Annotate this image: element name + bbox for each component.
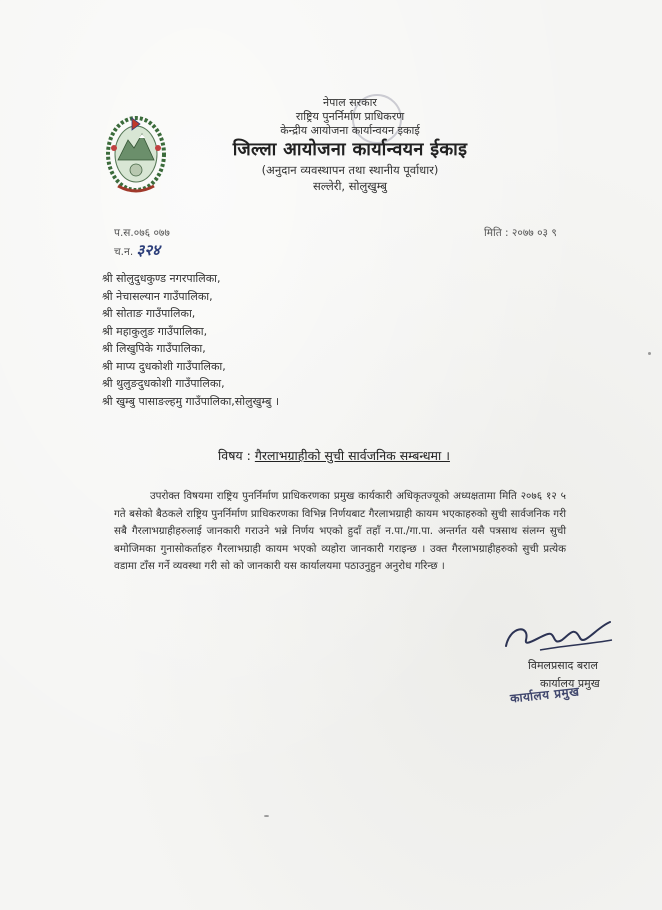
recipient-list bbox=[102, 270, 279, 410]
office-head-stamp: कार्यालय प्रमुख bbox=[509, 684, 581, 706]
signatory-name: विमलप्रसाद बराल bbox=[528, 659, 598, 672]
header-location: सल्लेरी, सोलुखुम्बु bbox=[312, 179, 387, 193]
subject-label: विषय : bbox=[218, 448, 251, 463]
chalani-handwritten-number: ३२४ bbox=[136, 241, 160, 259]
recipient-item: श्री नेचासल्यान गाउँपालिका, bbox=[102, 289, 213, 303]
recipient-item: श्री माप्य दुधकोशी गाउँपालिका, bbox=[102, 359, 226, 373]
signature-scribble bbox=[500, 616, 618, 656]
recipient-item: श्री लिखुपिके गाउँपालिका, bbox=[102, 342, 206, 355]
header-government: नेपाल सरकार bbox=[323, 96, 377, 109]
chalani-number bbox=[114, 240, 160, 260]
signatory-title: कार्यालय प्रमुख bbox=[540, 677, 600, 690]
subject-text: गैरलाभग्राहीको सुची सार्वजनिक सम्बन्धमा । bbox=[254, 448, 450, 463]
header-authority: राष्ट्रिय पुनर्निर्माण प्राधिकरण bbox=[295, 110, 405, 123]
letter-body: उपरोक्त विषयमा राष्ट्रिय पुनर्निर्माण प्राधिकरणका प्रमुख कार्यकारी अधिकृतज्यूको अध्यक्षतामा मिति २०७६ १२ ५ गते बसेको बैठकले राष्ट्रिय पुनर्निर्माण प्राधिकरणका विभिन्न निर्णयबाट गैरलाभग्राही कायम भएकाहरुको सुची सार्वजनिक गरी सबै गैरलाभग्राहीहरुलाई जानकारी गराउने भन्ने निर्णय भएको हुदाँ तहाँ न.पा./गा.पा. अन्तर्गत यसै पत्रसाथ संलग्न सुची बमोजिमका गुनासोकर्ताहरु गैरलाभग्राही कायम भएको व्यहोरा जानकारी गराइन्छ । उक्त गैरलाभग्राहीहरुको सुची प्रत्येक वडामा टाँस गर्ने व्यवस्था गरी सो को जानकारी यस कार्यालयमा पठाउनुहुन अनुरोध गरिन्छ । bbox=[114, 490, 566, 572]
paper-speck bbox=[264, 815, 269, 817]
recipient-item: श्री थुलुङदुधकोशी गाउँपालिका, bbox=[102, 377, 225, 390]
letterhead bbox=[190, 96, 510, 194]
recipient-item: श्री सोलुदुधकुण्ड नगरपालिका, bbox=[102, 272, 221, 285]
recipient-item: श्री खुम्बु पासाङल्हमु गाउँपालिका,सोलुखुम्बु । bbox=[102, 394, 280, 408]
chalani-label: च.न. bbox=[114, 246, 134, 258]
header-subtitle: (अनुदान व्यवस्थापन तथा स्थानीय पूर्वाधार) bbox=[261, 163, 439, 177]
header-central-unit: केन्द्रीय आयोजना कार्यान्वयन इकाई bbox=[280, 124, 420, 137]
recipient-item: श्री महाकुलुङ गाउँपालिका, bbox=[102, 324, 208, 338]
recipient-item: श्री सोताङ गाउँपालिका, bbox=[102, 307, 196, 320]
nepal-emblem-icon bbox=[104, 108, 168, 200]
paper-speck bbox=[648, 352, 651, 355]
header-district-unit: जिल्ला आयोजना कार्यान्वयन ईकाइ bbox=[232, 139, 468, 160]
subject-line bbox=[218, 447, 450, 464]
letter-date: मिति : २०७७ ०३ ९ bbox=[484, 227, 557, 239]
patra-sankhya: प.स.०७६ ०७७ bbox=[114, 227, 170, 239]
